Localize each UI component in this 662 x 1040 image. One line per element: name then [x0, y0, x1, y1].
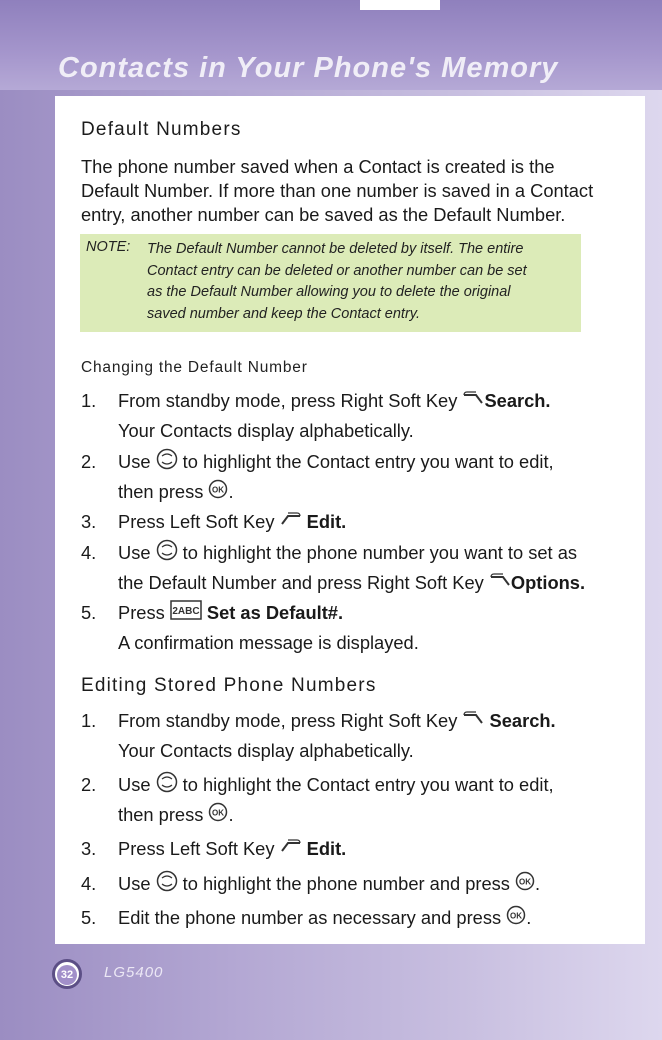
step-text: Press Left Soft Key Edit.: [118, 834, 623, 865]
ok-key-icon: [515, 870, 535, 900]
svg-text:OK: OK: [510, 911, 523, 921]
left-soft-key-icon: [280, 835, 302, 865]
key-2abc-icon: [170, 599, 202, 629]
step-text: From standby mode, press Right Soft Key Search.: [118, 706, 623, 737]
step-text: From standby mode, press Right Soft Key Search.: [118, 386, 623, 417]
step-text: Edit the phone number as necessary and press OK .: [118, 903, 623, 934]
ok-key-icon: [506, 904, 526, 934]
paragraph-line: Default Number. If more than one number is saved in a Contact: [81, 180, 594, 201]
navigation-key-icon: [156, 539, 178, 570]
step-text: Press 2ABC Set as Default#.: [118, 598, 623, 629]
step-text: Use to highlight the Contact entry you want to edit,: [118, 770, 623, 802]
svg-text:OK: OK: [212, 485, 225, 495]
step-text: Use to highlight the Contact entry you want to edit,: [118, 447, 623, 479]
note-line: Contact entry can be deleted or another number can be set: [147, 262, 527, 279]
section-heading-default-numbers: Default Numbers: [81, 119, 242, 140]
step-number: 2.: [81, 451, 97, 472]
step-text-line2: the Default Number and press Right Soft Key Options.: [118, 568, 585, 599]
step-text-line2: Your Contacts display alphabetically.: [118, 740, 414, 761]
step-text: Use to highlight the phone number you want to set as: [118, 538, 623, 570]
page-number: 32: [57, 965, 77, 985]
note-box: [80, 234, 581, 332]
ok-key-icon: [208, 478, 228, 508]
page-number-badge: [52, 959, 82, 989]
svg-text:2ABC: 2ABC: [172, 606, 200, 618]
paragraph-line: entry, another number can be saved as the Default Number.: [81, 204, 566, 225]
note-line: as the Default Number allowing you to delete the original: [147, 284, 511, 300]
step-number: 4.: [81, 542, 97, 563]
footer-model-name: LG5400: [104, 964, 164, 981]
note-line: The Default Number cannot be deleted by itself. The entire: [147, 241, 524, 257]
right-soft-key-icon: [462, 387, 484, 417]
step-number: 5.: [81, 602, 97, 623]
step-number: 1.: [81, 710, 97, 731]
right-soft-key-icon: [489, 569, 511, 599]
step-text: Use to highlight the phone number and press OK .: [118, 869, 623, 901]
navigation-key-icon: [156, 448, 178, 479]
section-heading-editing-stored: Editing Stored Phone Numbers: [81, 675, 377, 696]
svg-text:OK: OK: [519, 877, 532, 887]
step-number: 2.: [81, 774, 97, 795]
left-soft-key-icon: [280, 508, 302, 538]
step-text-line2: then press OK .: [118, 477, 234, 508]
navigation-key-icon: [156, 771, 178, 802]
step-number: 4.: [81, 873, 97, 894]
step-number: 5.: [81, 907, 97, 928]
step-number: 3.: [81, 838, 97, 859]
page-title: Contacts in Your Phone's Memory: [58, 52, 559, 84]
svg-text:OK: OK: [212, 808, 225, 818]
step-text: Press Left Soft Key Edit.: [118, 507, 623, 538]
intro-paragraph: [81, 155, 621, 227]
section-heading-changing-default: Changing the Default Number: [81, 359, 308, 376]
step-number: 1.: [81, 390, 97, 411]
step-number: 3.: [81, 511, 97, 532]
paragraph-line: The phone number saved when a Contact is created is the: [81, 156, 555, 177]
step-text-line2: Your Contacts display alphabetically.: [118, 420, 414, 441]
note-line: saved number and keep the Contact entry.: [147, 305, 420, 322]
step-text-line2: then press OK .: [118, 800, 234, 831]
right-soft-key-icon: [462, 707, 484, 737]
note-label: NOTE:: [86, 239, 131, 255]
step-text-line2: A confirmation message is displayed.: [118, 632, 419, 653]
note-text: [147, 239, 577, 325]
ok-key-icon: [208, 801, 228, 831]
navigation-key-icon: [156, 870, 178, 901]
